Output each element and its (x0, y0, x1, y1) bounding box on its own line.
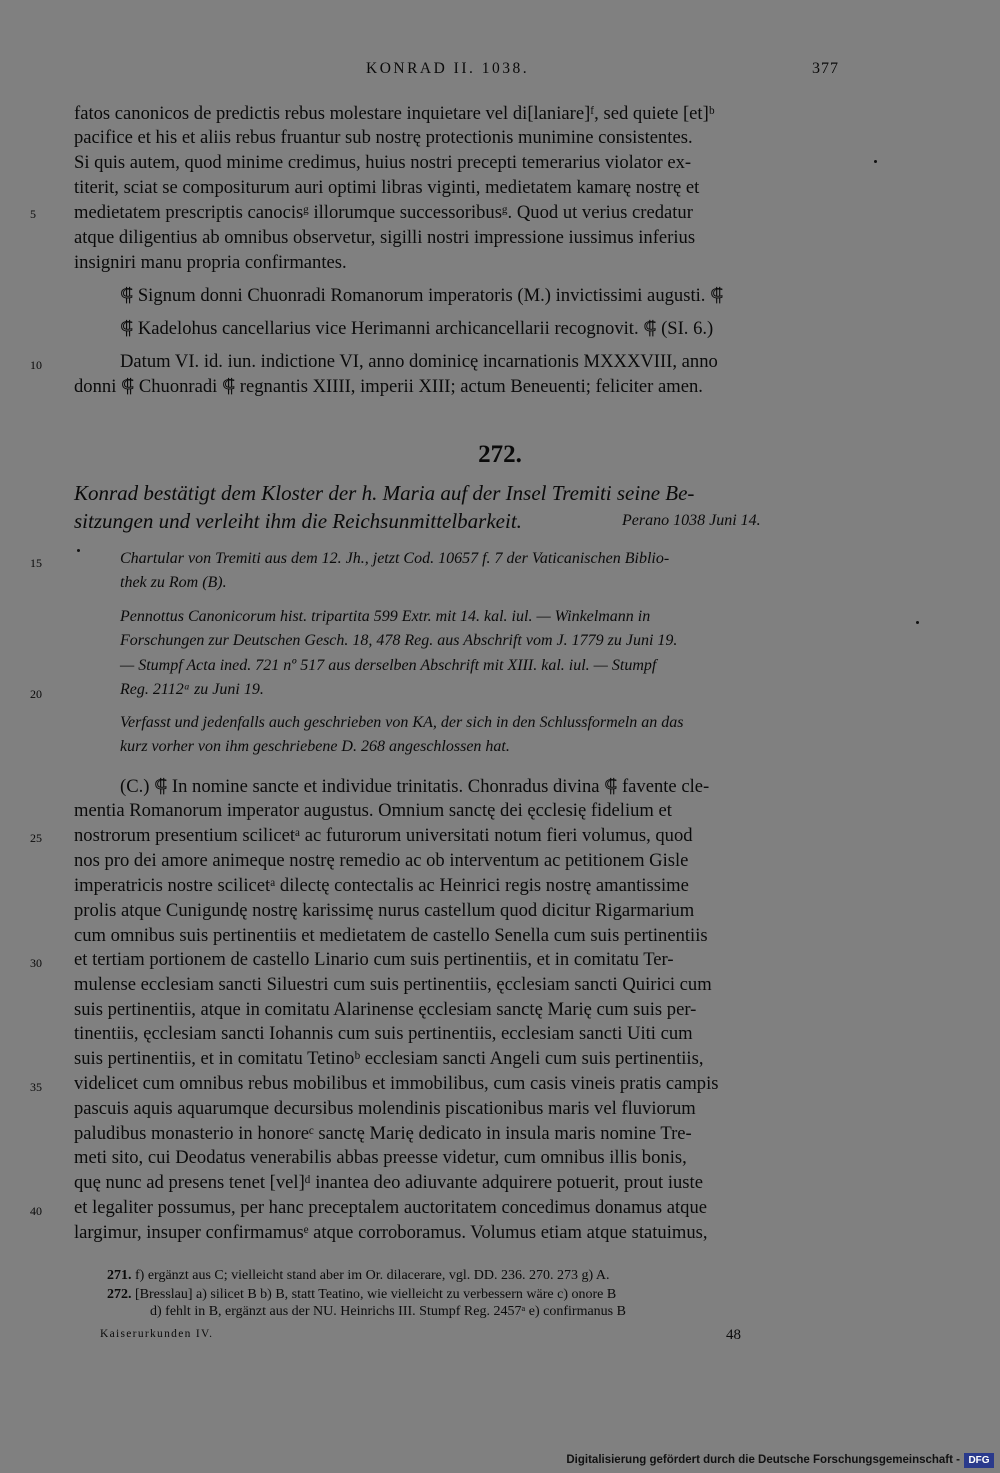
margin-line-number: 10 (30, 358, 42, 372)
dfg-logo: DFG (964, 1453, 994, 1468)
print-line: — Stumpf Acta ined. 721 nº 517 aus derselben Abschrift mit XIII. kal. iul. — Stumpf (120, 657, 657, 674)
footnote-272 (107, 1287, 616, 1303)
sheet-number: 48 (726, 1327, 741, 1343)
speck-mark (916, 621, 919, 624)
signum-line: ⸿ Signum donni Chuonradi Romanorum imperatoris (M.) invictissimi augusti. ⸿ (120, 285, 724, 306)
print-line: Pennottus Canonicorum hist. tripartita 599 Extr. mit 14. kal. iul. — Winkelmann in (120, 608, 651, 625)
datum-line: donni ⸿ Chuonradi ⸿ regnantis XIIII, imperii XIII; actum Beneuenti; feliciter amen. (74, 376, 703, 397)
text-line: mulense ecclesiam sancti Siluestri cum suis pertinentiis, ęcclesiam sancti Quirici cum (74, 974, 712, 995)
page-number: 377 (812, 60, 839, 77)
remark-line: kurz vorher von ihm geschriebene D. 268 angeschlossen hat. (120, 738, 510, 755)
datum-line: Datum VI. id. iun. indictione VI, anno dominicę incarnationis MXXXVIII, anno (120, 351, 718, 372)
footnote-number: 271. (107, 1268, 132, 1283)
print-line: Forschungen zur Deutschen Gesch. 18, 478 Reg. aus Abschrift vom J. 1779 zu Juni 19. (120, 632, 678, 649)
text-line: et tertiam portionem de castello Linario cum suis pertinentiis, et in comitatu Ter- (74, 949, 674, 970)
text-line: et legaliter possumus, per hanc preceptalem auctoritatem concedimus donamus atque (74, 1197, 707, 1218)
footnote-271 (107, 1268, 609, 1284)
margin-line-number: 30 (30, 956, 42, 970)
margin-line-number: 35 (30, 1080, 42, 1094)
source-line: Chartular von Tremiti aus dem 12. Jh., jetzt Cod. 10657 f. 7 der Vaticanischen Biblio- (120, 550, 670, 567)
text-line: largimur, insuper confirmamusᵉ atque corroboramus. Volumus etiam atque statuimus, (74, 1222, 708, 1243)
text-line: nos pro dei amore animeque nostrę remedio ac ob interventum ac petitionem Gisle (74, 850, 689, 871)
remark-line: Verfasst und jedenfalls auch geschrieben von KA, der sich in den Schlussformeln an das (120, 714, 684, 731)
source-line: thek zu Rom (B). (120, 574, 227, 591)
text-line: cum omnibus suis pertinentiis et medietatem de castello Senella cum suis pertinentiis (74, 925, 708, 946)
text-line: (C.) ⸿ In nomine sancte et individue trinitatis. Chonradus divina ⸿ favente cle- (120, 776, 710, 797)
margin-line-number: 20 (30, 687, 42, 701)
text-line: pacifice et his et aliis rebus fruantur sub nostrę protectionis munimine consistentes. (74, 127, 693, 148)
text-line: paludibus monasterio in honoreᶜ sanctę Marię dedicato in insula maris nomine Tre- (74, 1123, 692, 1144)
text-line: mentia Romanorum imperator augustus. Omnium sanctę dei ęcclesię fidelium et (74, 800, 672, 821)
running-head (0, 60, 1000, 82)
recognition-line: ⸿ Kadelohus cancellarius vice Herimanni archicancellarii recognovit. ⸿ (SI. 6.) (120, 318, 714, 339)
text-line: titerit, sciat se compositurum auri optimi libras viginti, medietatem kamarę nostrę et (74, 177, 700, 198)
text-line: atque diligentius ab omnibus observetur, sigilli nostri impressione iussimus inferius (74, 227, 696, 248)
digitization-bar (0, 1449, 1000, 1473)
footnote-number: 272. (107, 1287, 132, 1302)
text-line: fatos canonicos de predictis rebus molestare inquietare vel di[laniare]ᶠ, sed quiete [et]ᵇ (74, 103, 715, 124)
text-line: meti sito, cui Deodatus venerabilis abbas preesse videtur, cum omnibus illis bonis, (74, 1147, 687, 1168)
place-date: Perano 1038 Juni 14. (622, 512, 761, 529)
print-line: Reg. 2112ᵃ zu Juni 19. (120, 681, 264, 698)
regest-line: sitzungen und verleiht ihm die Reichsunmittelbarkeit. (74, 509, 522, 533)
margin-line-number: 40 (30, 1204, 42, 1218)
text-line: prolis atque Cunigundę nostrę karissimę nurus castellum quod dicitur Rigarmarium (74, 900, 695, 921)
margin-line-number: 15 (30, 556, 42, 570)
text-line: imperatricis nostre scilicetᵃ dilectę contectalis ac Heinrici regis nostrę amantissime (74, 875, 689, 896)
text-line: suis pertinentiis, et in comitatu Tetinoᵇ ecclesiam sancti Angeli cum suis pertinentiis, (74, 1048, 704, 1069)
text-line: Si quis autem, quod minime credimus, huius nostri precepti temerarius violator ex- (74, 152, 692, 173)
digitization-credit: Digitalisierung gefördert durch die Deutsche Forschungsgemeinschaft - (566, 1454, 960, 1466)
margin-line-number: 25 (30, 831, 42, 845)
text-line: tinentiis, ęcclesiam sancti Iohannis cum suis pertinentiis, ecclesiam sancti Uiti cum (74, 1023, 693, 1044)
series-title: Kaiserurkunden IV. (100, 1328, 214, 1340)
text-line: suis pertinentiis, atque in comitatu Alarinense ęcclesiam sanctę Marię cum suis per- (74, 999, 697, 1020)
margin-line-number: 5 (30, 207, 36, 221)
regest-line: Konrad bestätigt dem Kloster der h. Maria auf der Insel Tremiti seine Be- (74, 481, 695, 505)
footnote-272-cont: d) fehlt in B, ergänzt aus der NU. Heinrichs III. Stumpf Reg. 2457ᵃ e) confirmanus B (150, 1304, 626, 1319)
text-line: quę nunc ad presens tenet [vel]ᵈ inantea deo adiuvante adquirere potuerit, prout iuste (74, 1172, 703, 1193)
running-head-title: KONRAD II. 1038. (366, 60, 530, 77)
text-line: insigniri manu propria confirmantes. (74, 252, 347, 273)
document-number: 272. (478, 441, 522, 468)
text-line: nostrorum presentium scilicetᵃ ac futurorum universitati notum fieri volumus, quod (74, 825, 693, 846)
speck-mark (874, 160, 877, 163)
text-line: pascuis aquis aquarumque decursibus molendinis piscationibus maris vel fluviorum (74, 1098, 696, 1119)
footnote-text: [Bresslau] a) silicet B b) B, statt Teatino, wie vielleicht zu verbessern wäre c) onore B (135, 1287, 617, 1302)
footnote-text: f) ergänzt aus C; vielleicht stand aber im Or. dilacerare, vgl. DD. 236. 270. 273 g) A. (135, 1268, 610, 1283)
text-line: medietatem prescriptis canocisᵍ illorumque successoribusᵍ. Quod ut verius credatur (74, 202, 693, 223)
speck-mark (77, 549, 80, 552)
text-line: videlicet cum omnibus rebus mobilibus et immobilibus, cum casis vineis pratis campis (74, 1073, 719, 1094)
